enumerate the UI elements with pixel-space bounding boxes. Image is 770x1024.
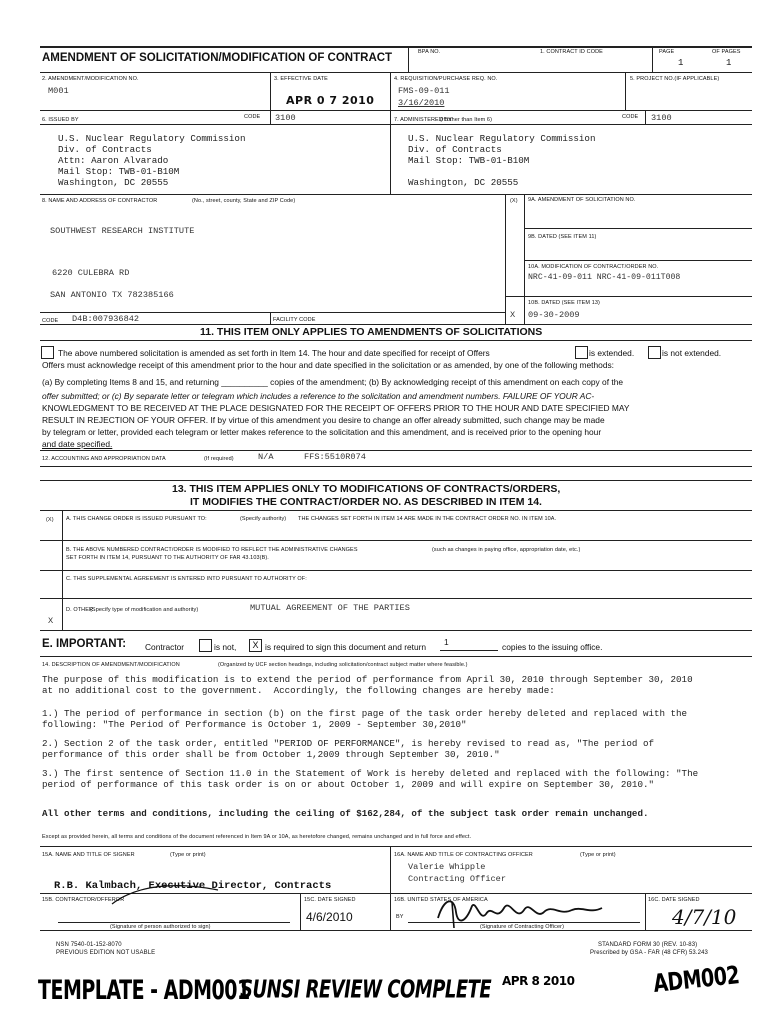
date-signed-16c: 4/7/10 bbox=[672, 905, 737, 929]
issued-by-label: 6. ISSUED BY bbox=[42, 117, 79, 123]
page-number: 1 bbox=[678, 58, 684, 68]
signature-note-16b: (Signature of Contracting Officer) bbox=[480, 924, 565, 930]
requisition-label: 4. REQUISITION/PURCHASE REQ. NO. bbox=[394, 76, 498, 82]
item-11-title: 11. THIS ITEM ONLY APPLIES TO AMENDMENTS OF SOLICITATIONS bbox=[200, 326, 543, 338]
signer-label: 15A. NAME AND TITLE OF SIGNER bbox=[42, 852, 135, 858]
amendment-9a-label: 9A. AMENDMENT OF SOLICITATION NO. bbox=[528, 197, 636, 203]
item-11-line-7: by telegram or letter, provided each telegram or letter makes reference to the solicitation and this amendment, and is received prior to the opening hour bbox=[42, 427, 602, 437]
form-title: AMENDMENT OF SOLICITATION/MODIFICATION OF CONTRACT bbox=[42, 52, 393, 64]
is-extended-label: is extended. bbox=[589, 348, 635, 358]
page-count: 1 bbox=[726, 58, 732, 68]
is-required-checkbox[interactable] bbox=[249, 639, 262, 652]
signer-note: (Type or print) bbox=[170, 852, 206, 858]
item-11-line-2: Offers must acknowledge receipt of this amendment prior to the hour and date specified in the solicitation or as amended, by one of the following methods: bbox=[42, 360, 614, 370]
issued-code-value: 3100 bbox=[275, 113, 296, 123]
item-13a-tail: THE CHANGES SET FORTH IN ITEM 14 ARE MADE IN THE CONTRACT ORDER NO. IN ITEM 10A. bbox=[298, 516, 557, 522]
page-label: PAGE bbox=[659, 49, 675, 55]
item-13-title-2: IT MODIFIES THE CONTRACT/ORDER NO. AS DESCRIBED IN ITEM 14. bbox=[190, 496, 542, 508]
except-provided-text: Except as provided herein, all terms and conditions of the document referenced in Item 9A or 10A, as heretofore changed, remains unchanged and in full force and effect. bbox=[42, 834, 472, 840]
item-13-x-label: (X) bbox=[46, 517, 54, 523]
accounting-value-1: N/A bbox=[258, 452, 274, 462]
administered-by-address: U.S. Nuclear Regulatory Commission Div. of Contracts Mail Stop: TWB-01-B10M Washington, DC 20555 bbox=[408, 133, 596, 188]
officer-note: (Type or print) bbox=[580, 852, 616, 858]
description-para-3: 2.) Section 2 of the task order, entitled "PERIOD OF PERFORMANCE", is hereby revised to read as, "The period of performance of this order shall be from October 1,2009 through September 30, 2010." bbox=[42, 738, 654, 760]
signer-name-title: R.B. Kalmbach, Executive Director, Contracts bbox=[54, 880, 332, 892]
item-13-title-1: 13. THIS ITEM APPLIES ONLY TO MODIFICATIONS OF CONTRACTS/ORDERS, bbox=[172, 483, 561, 495]
item-11-line-4: offer submitted; or (c) By separate letter or telegram which includes a reference to the solicitation and amendment numbers. FAILURE OF YOUR AC- bbox=[42, 391, 595, 401]
description-para-2: 1.) The period of performance in section (b) on the first page of the task order hereby deleted and replaced with the following: "The Period of Performance is October 1, 2009 - September 30,2010" bbox=[42, 708, 688, 730]
accounting-note: (If required) bbox=[204, 456, 234, 462]
dated-10b-x: X bbox=[510, 310, 516, 320]
modification-10a-label: 10A. MODIFICATION OF CONTRACT/ORDER NO. bbox=[528, 264, 659, 270]
apr-date-stamp: APR 8 2010 bbox=[502, 974, 575, 988]
description-para-1: The purpose of this modification is to extend the period of performance from April 30, 2010 through September 30, 2010 at no additional cost to the government. Accordingly, the following changes are hereby made: bbox=[42, 674, 693, 696]
previous-edition-text: PREVIOUS EDITION NOT USABLE bbox=[56, 950, 156, 956]
issued-by-address: U.S. Nuclear Regulatory Commission Div. of Contracts Attn: Aaron Alvarado Mail Stop: TWB-01-B10M Washington, DC 20555 bbox=[58, 133, 246, 188]
administered-by-note: (If other than Item 6) bbox=[440, 117, 493, 123]
date-signed-15c-label: 15C. DATE SIGNED bbox=[304, 897, 356, 903]
facility-code-label: FACILITY CODE bbox=[273, 317, 316, 323]
item-13d-note: (Specify type of modification and authority) bbox=[90, 607, 199, 613]
item-13d-text: D. OTHER bbox=[66, 607, 94, 613]
important-copies-num: 1 bbox=[444, 637, 449, 647]
modification-10a-value: NRC-41-09-011 NRC-41-09-011T008 bbox=[528, 273, 681, 282]
item-11-line-5: KNOWLEDGMENT TO BE RECEIVED AT THE PLACE DESIGNATED FOR THE RECEIPT OF OFFERS PRIOR TO THE HOUR AND DATE SPECIFIED MAY bbox=[42, 403, 630, 413]
officer-name: Valerie Whipple bbox=[408, 862, 486, 872]
item-11-line-1: The above numbered solicitation is amended as set forth in Item 14. The hour and date specified for receipt of Offers bbox=[58, 348, 490, 358]
standard-form-text: STANDARD FORM 30 (REV. 10-83) bbox=[598, 942, 698, 948]
item-11-line-6: RESULT IN REJECTION OF YOUR OFFER. If by virtue of this amendment you desire to change an offer already submitted, such change may be made bbox=[42, 415, 605, 425]
important-label: E. IMPORTANT: bbox=[42, 638, 127, 650]
item-13b-note: (such as changes in paying office, appropriation date, etc.) bbox=[432, 547, 581, 553]
admin-code-value: 3100 bbox=[651, 113, 672, 123]
amendment-no-value: M001 bbox=[48, 86, 69, 96]
is-not-extended-label: is not extended. bbox=[662, 348, 722, 358]
accounting-label: 12. ACCOUNTING AND APPROPRIATION DATA bbox=[42, 456, 166, 462]
item-13c-text: C. THIS SUPPLEMENTAL AGREEMENT IS ENTERED INTO PURSUANT TO AUTHORITY OF: bbox=[66, 576, 307, 582]
dated-10b-value: 09-30-2009 bbox=[528, 310, 580, 320]
sunsi-review-stamp: SUNSI REVIEW COMPLETE bbox=[240, 975, 492, 1005]
admin-code-label: CODE bbox=[622, 114, 639, 120]
contractor-code-label: CODE bbox=[42, 318, 59, 324]
signature-note-15b: (Signature of person authorized to sign) bbox=[110, 924, 211, 930]
contractor-city: SAN ANTONIO TX 782385166 bbox=[50, 290, 174, 300]
issued-code-label: CODE bbox=[244, 114, 261, 120]
contractor-label: 8. NAME AND ADDRESS OF CONTRACTOR bbox=[42, 198, 158, 204]
item-13b-text: B. THE ABOVE NUMBERED CONTRACT/ORDER IS MODIFIED TO REFLECT THE ADMINISTRATIVE CHANGES bbox=[66, 547, 358, 553]
item-13a-note: (Specify authority) bbox=[240, 516, 287, 522]
by-label: BY bbox=[396, 914, 404, 920]
effective-date-label: 3. EFFECTIVE DATE bbox=[274, 76, 328, 82]
important-is-not: is not, bbox=[214, 642, 237, 652]
requisition-date: 3/16/2010 bbox=[398, 98, 445, 108]
contractor-signature-strike bbox=[108, 880, 228, 910]
contract-id-label: 1. CONTRACT ID CODE bbox=[540, 49, 603, 55]
description-para-5: All other terms and conditions, including the ceiling of $162,284, of the subject task order remain unchanged. bbox=[42, 808, 649, 819]
contracting-officer-signature bbox=[432, 892, 612, 932]
item-13b-text-2: SET FORTH IN ITEM 14, PURSUANT TO THE AUTHORITY OF FAR 43.103(B). bbox=[66, 555, 269, 561]
bpa-label: BPA NO. bbox=[418, 49, 441, 55]
x-column-label: (X) bbox=[510, 198, 518, 204]
nsn-text: NSN 7540-01-152-8070 bbox=[56, 942, 122, 948]
description-label: 14. DESCRIPTION OF AMENDMENT/MODIFICATION bbox=[42, 662, 180, 668]
contractor-street: 6220 CULEBRA RD bbox=[52, 268, 130, 278]
item-11-line-8: and date specified. bbox=[42, 439, 113, 449]
date-signed-15c: 4/6/2010 bbox=[306, 910, 353, 924]
important-copies-tail: copies to the issuing office. bbox=[502, 642, 603, 652]
date-signed-16c-label: 16C. DATE SIGNED bbox=[648, 897, 700, 903]
item-13a-text: A. THIS CHANGE ORDER IS ISSUED PURSUANT TO: bbox=[66, 516, 207, 522]
item-11-line-3: (a) By completing Items 8 and 15, and returning __________ copies of the amendment; (b) By acknowledging receipt of this amendment on each copy of the bbox=[42, 377, 624, 387]
solicitation-amended-checkbox[interactable] bbox=[41, 346, 54, 359]
contractor-code-value: D4B:007936842 bbox=[72, 314, 140, 324]
is-not-checkbox[interactable] bbox=[199, 639, 212, 652]
requisition-value: FMS-09-011 bbox=[398, 86, 450, 96]
important-required: is required to sign this document and return bbox=[265, 642, 427, 652]
amendment-no-label: 2. AMENDMENT/MODIFICATION NO. bbox=[42, 76, 139, 82]
of-pages-label: OF PAGES bbox=[712, 49, 741, 55]
is-not-extended-checkbox[interactable] bbox=[648, 346, 661, 359]
administered-by-label: 7. ADMINISTERED BY bbox=[394, 117, 453, 123]
important-contractor: Contractor bbox=[145, 642, 185, 652]
dated-10b-label: 10B. DATED (SEE ITEM 13) bbox=[528, 300, 600, 306]
description-note: (Organized by UCF section headings, including solicitation/contract subject matter where feasible.) bbox=[218, 662, 468, 668]
item-13d-value: MUTUAL AGREEMENT OF THE PARTIES bbox=[250, 603, 410, 613]
description-para-4: 3.) The first sentence of Section 11.0 in the Statement of Work is hereby deleted and replaced with the following: "The period of performance of this task order is on or about October 1, 2009 and will expire on September 30, 2010." bbox=[42, 768, 699, 790]
is-required-x: X bbox=[252, 640, 259, 650]
is-extended-checkbox[interactable] bbox=[575, 346, 588, 359]
dated-9b-label: 9B. DATED (SEE ITEM 11) bbox=[528, 234, 597, 240]
contractor-name: SOUTHWEST RESEARCH INSTITUTE bbox=[50, 226, 195, 236]
effective-date-stamp: APR 0 7 2010 bbox=[286, 94, 375, 107]
adm-stamp: ADM002 bbox=[652, 961, 741, 999]
contractor-note: (No., street, county, State and ZIP Code) bbox=[192, 198, 296, 204]
contractor-offeror-label: 15B. CONTRACTOR/OFFEROR bbox=[42, 897, 125, 903]
template-stamp: TEMPLATE - ADM001 bbox=[38, 975, 250, 1006]
prescribed-by-text: Prescribed by GSA - FAR (48 CFR) 53.243 bbox=[590, 950, 708, 956]
accounting-value-2: FFS:5510R074 bbox=[304, 452, 366, 462]
us-america-label: 16B. UNITED STATES OF AMERICA bbox=[394, 897, 488, 903]
officer-title: Contracting Officer bbox=[408, 874, 506, 884]
item-13d-x: X bbox=[48, 616, 54, 626]
project-no-label: 5. PROJECT NO.(IF APPLICABLE) bbox=[630, 76, 720, 82]
officer-label: 16A. NAME AND TITLE OF CONTRACTING OFFICER bbox=[394, 852, 533, 858]
